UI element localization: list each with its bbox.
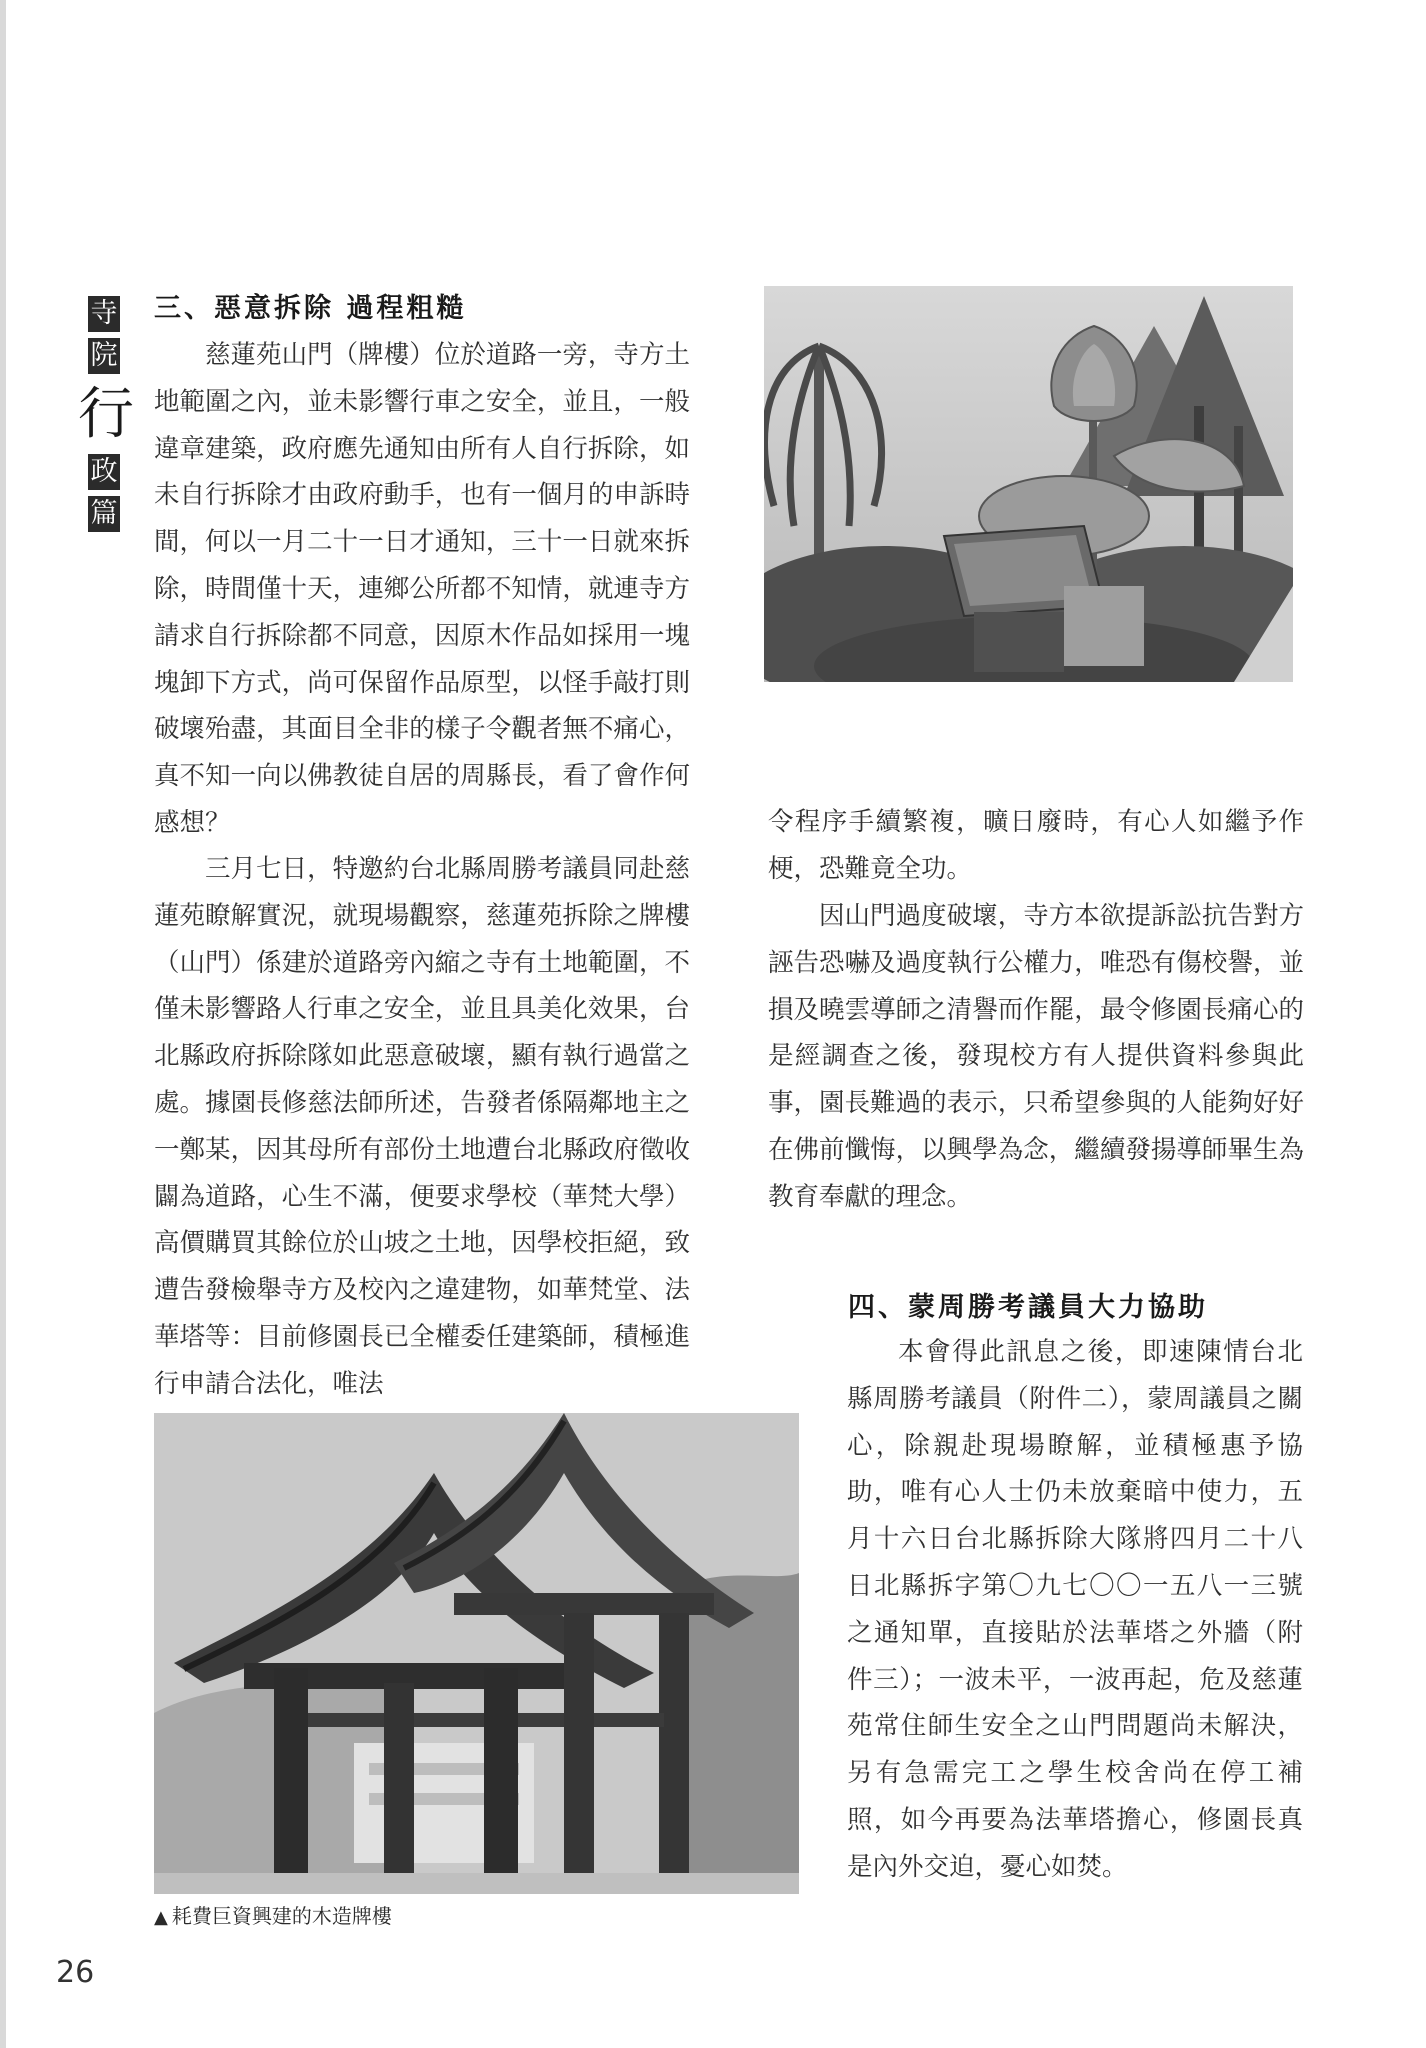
section3-para1: 慈蓮苑山門（牌樓）位於道路一旁，寺方土地範圍之內，並未影響行車之安全，並且，一般違章建築，政府應先通知由所有人自行拆除，如未自行拆除才由政府動手，也有一個月的申訴時間，何以一月二十一日才通知，三十一日就來拆除，時間僅十天，連鄉公所都不知情，就連寺方請求自行拆除都不同意，因原木作品如採用一塊塊卸下方式，尚可保留作品原型，以怪手敲打則破壞殆盡，其面目全非的樣子令觀者無不痛心，真不知一向以佛教徒自居的周縣長，看了會作何感想？: [154, 340, 690, 838]
section3-heading: 三、惡意拆除 過程粗糙: [154, 293, 467, 324]
side-tab-char: 院: [88, 338, 120, 374]
side-tab-char: 寺: [88, 296, 120, 332]
side-tab-char: 篇: [88, 496, 120, 532]
wooden-gate-photo: [154, 1413, 799, 1894]
page-edge: [0, 0, 6, 2048]
triangle-marker-icon: ▲: [154, 1907, 168, 1928]
caption-text: 耗費巨資興建的木造牌樓: [171, 1904, 392, 1928]
section4-para1: 本會得此訊息之後，即速陳情台北縣周勝考議員（附件二），蒙周議員之關心，除親赴現場瞭解，並積極惠予協助，唯有心人士仍未放棄暗中使力，五月十六日台北縣拆除大隊將四月二十八日北縣拆字第〇九七〇〇一五八一三號之通知單，直接貼於法華塔之外牆（附件三）；一波未平，一波再起，危及慈蓮苑常住師生安全之山門問題尚未解決，另有急需完工之學生校舍尚在停工補照，如今再要為法華塔擔心，修園長真是內外交迫，憂心如焚。: [847, 1337, 1303, 1882]
section3-para3: 因山門過度破壞，寺方本欲提訴訟抗告對方誣告恐嚇及過度執行公權力，唯恐有傷校譽，並損及曉雲導師之清譽而作罷，最令修園長痛心的是經調查之後，發現校方有人提供資料參與此事，園長難過的表示，只希望參與的人能夠好好在佛前懺悔，以興學為念，繼續發揚導師畢生為教育奉獻的理念。: [768, 901, 1304, 1212]
section3-para2-continued: 令程序手續繁複，曠日廢時，有心人如繼予作梗，恐難竟全功。: [768, 807, 1304, 884]
section4-heading: 四、蒙周勝考議員大力協助: [848, 1292, 1208, 1323]
side-tab-char: 行: [78, 382, 134, 447]
lotus-sculpture-photo: [764, 286, 1293, 682]
page-number: 26: [56, 1955, 95, 1990]
gate-photo-caption: [154, 1900, 392, 1929]
side-tab: [78, 296, 134, 538]
section3-para2: 三月七日，特邀約台北縣周勝考議員同赴慈蓮苑瞭解實況，就現場觀察，慈蓮苑拆除之牌樓（山門）係建於道路旁內縮之寺有土地範圍，不僅未影響路人行車之安全，並且具美化效果，台北縣政府拆除隊如此惡意破壞，顯有執行過當之處。據園長修慈法師所述，告發者係隔鄰地主之一鄭某，因其母所有部份土地遭台北縣政府徵收闢為道路，心生不滿，便要求學校（華梵大學）高價購買其餘位於山坡之土地，因學校拒絕，致遭告發檢舉寺方及校內之違建物，如華梵堂、法華塔等：目前修園長已全權委任建築師，積極進行申請合法化，唯法: [154, 854, 690, 1399]
side-tab-char: 政: [88, 454, 120, 490]
